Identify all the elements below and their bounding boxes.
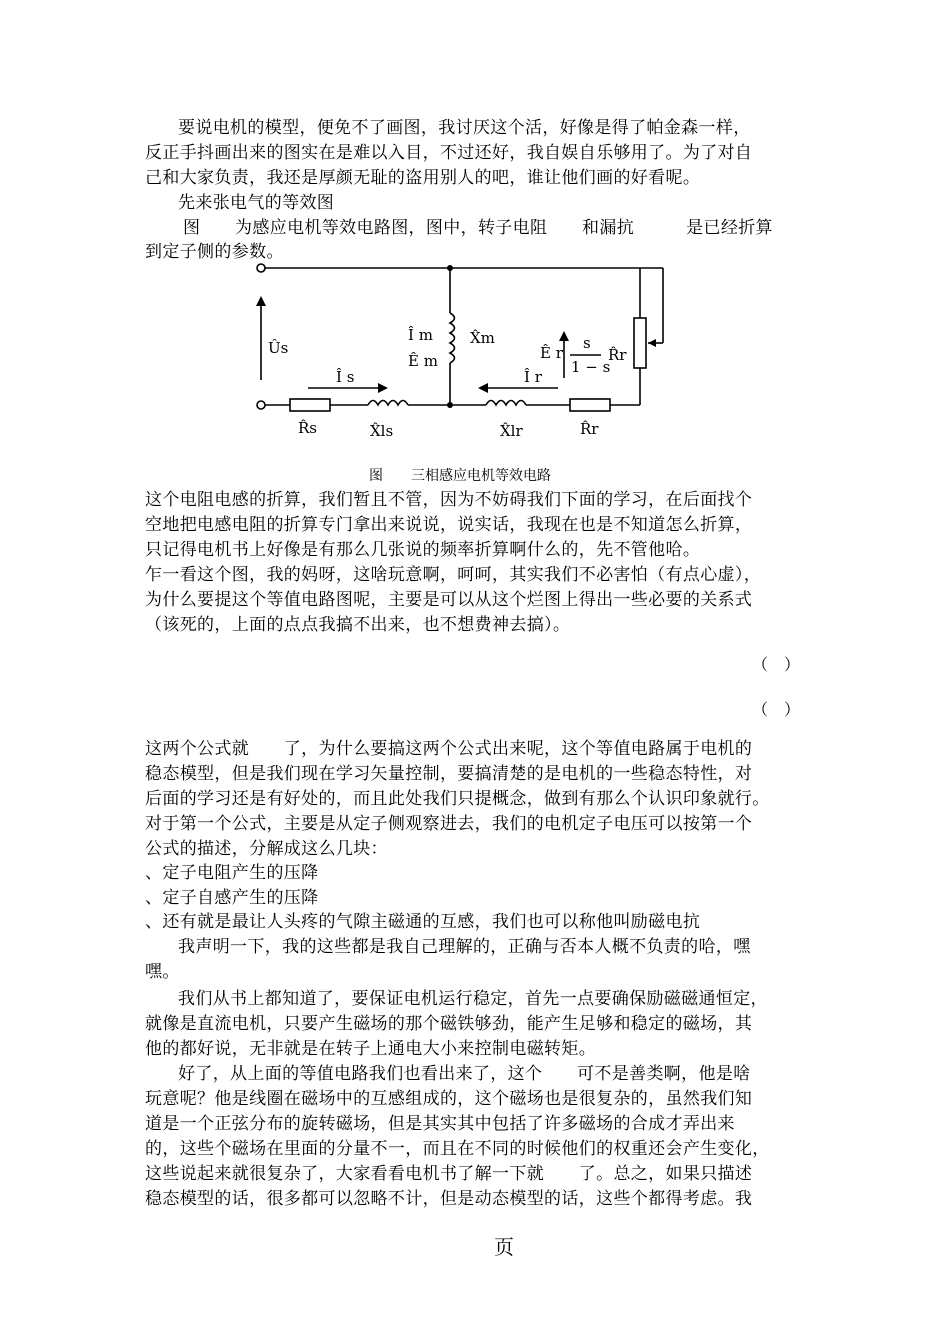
label-magnetizing-current: Î m	[408, 326, 433, 344]
para4-line-2: 玩意呢？他是线圈在磁场中的互感组成的，这个磁场也是很复杂的，虽然我们知	[145, 1089, 753, 1109]
para4-line-4: 的，这些个磁场在里面的分量不一，而且在不同的时候他们的权重还会产生变化，	[145, 1139, 770, 1159]
label-stator-resistance: R̂s	[298, 419, 317, 437]
body1-line-6: （该死的，上面的点点我搞不出来，也不想费神去搞）。	[145, 615, 571, 635]
equivalent-circuit-diagram	[248, 258, 688, 458]
list-item: 、还有就是最让人头疼的气隙主磁通的互感，我们也可以称他叫励磁电抗	[145, 912, 701, 932]
label-magnetizing-emf: Ê m	[408, 352, 438, 370]
figure-caption: 图 三相感应电机等效电路	[369, 468, 551, 484]
body1-line-3: 只记得电机书上好像是有那么几张说的频率折算啊什么的，先不管他哈。	[145, 540, 701, 560]
intro-line-2: 反正手抖画出来的图实在是难以入目，不过还好，我自娱自乐够用了。为了对自	[145, 143, 753, 163]
intro-line-3: 己和大家负责，我还是厚颜无耻的盗用别人的吧，谁让他们画的好看呢。	[145, 168, 701, 188]
body2-line-1: 这两个公式就 了，为什么要搞这两个公式出来呢，这个等值电路属于电机的	[145, 739, 753, 759]
body2-line-2: 稳态模型，但是我们现在学习矢量控制，要搞清楚的是电机的一些稳态特性，对	[145, 764, 753, 784]
para4-line-1: 好了，从上面的等值电路我们也看出来了，这个 可不是善类啊，他是啥	[178, 1064, 751, 1084]
body2-line-5: 公式的描述，分解成这么几块：	[145, 839, 388, 859]
disclaimer-line-1: 我声明一下，我的这些都是我自己理解的，正确与否本人概不负责的哈，嘿	[178, 937, 751, 957]
figure-intro-line-1: 图 为感应电机等效电路图，图中，转子电阻 和漏抗 是已经折算	[183, 218, 773, 238]
disclaimer-line-2: 嘿。	[145, 962, 180, 982]
list-item: 、定子电阻产生的压降	[145, 863, 319, 883]
para4-line-6: 稳态模型的话，很多都可以忽略不计，但是动态模型的话，这些个都得考虑。我	[145, 1189, 753, 1209]
label-magnetizing-reactance: X̂m	[470, 329, 495, 347]
body2-line-4: 对于第一个公式，主要是从定子侧观察进去，我们的电机定子电压可以按第一个	[145, 814, 753, 834]
para3-line-1: 我们从书上都知道了，要保证电机运行稳定，首先一点要确保励磁磁通恒定，	[178, 989, 768, 1009]
label-stator-leakage: X̂ls	[370, 422, 394, 440]
label-slip-numerator: s	[583, 334, 591, 352]
label-rotor-resistance: R̂r	[580, 420, 599, 438]
label-rotor-emf: Ê r	[540, 344, 563, 362]
figure-intro-line-2: 到定子侧的参数。	[145, 242, 284, 262]
body1-line-1: 这个电阻电感的折算，我们暂且不管，因为不妨碍我们下面的学习，在后面找个	[145, 490, 753, 510]
label-rotor-current: Î r	[524, 368, 542, 386]
para3-line-2: 就像是直流电机，只要产生磁场的那个磁铁够劲，能产生足够和稳定的磁场，其	[145, 1014, 753, 1034]
para3-line-3: 他的都好说，无非就是在转子上通电大小来控制电磁转矩。	[145, 1039, 597, 1059]
section-heading: 先来张电气的等效图	[178, 193, 335, 213]
list-item: 、定子自感产生的压降	[145, 888, 319, 908]
equation-number-1: （ ）	[752, 655, 801, 674]
body1-line-5: 为什么要提这个等值电路图呢，主要是可以从这个烂图上得出一些必要的关系式	[145, 590, 753, 610]
equation-number-2: （ ）	[752, 700, 801, 719]
body1-line-4: 乍一看这个图，我的妈呀，这啥玩意啊，呵呵，其实我们不必害怕（有点心虚），	[145, 565, 762, 585]
body1-line-2: 空地把电感电阻的折算专门拿出来说说，说实话，我现在也是不知道怎么折算，	[145, 515, 753, 535]
label-stator-current: Î s	[336, 368, 355, 386]
body2-line-3: 后面的学习还是有好处的，而且此处我们只提概念，做到有那么个认识印象就行。	[145, 789, 770, 809]
intro-line-1: 要说电机的模型，便免不了画图，我讨厌这个活，好像是得了帕金森一样，	[178, 118, 751, 138]
label-rotor-leakage: X̂lr	[500, 422, 523, 440]
label-load-resistance: R̂r	[608, 346, 627, 364]
para4-line-5: 这些说起来就很复杂了，大家看看电机书了解一下就 了。总之，如果只描述	[145, 1164, 753, 1184]
page-footer: 页	[494, 1235, 514, 1259]
label-stator-voltage: Ûs	[268, 339, 289, 357]
para4-line-3: 道是一个正弦分布的旋转磁场，但是其实其中包括了许多磁场的合成才弄出来	[145, 1114, 735, 1134]
label-slip-denominator: 1 − s	[571, 358, 611, 376]
